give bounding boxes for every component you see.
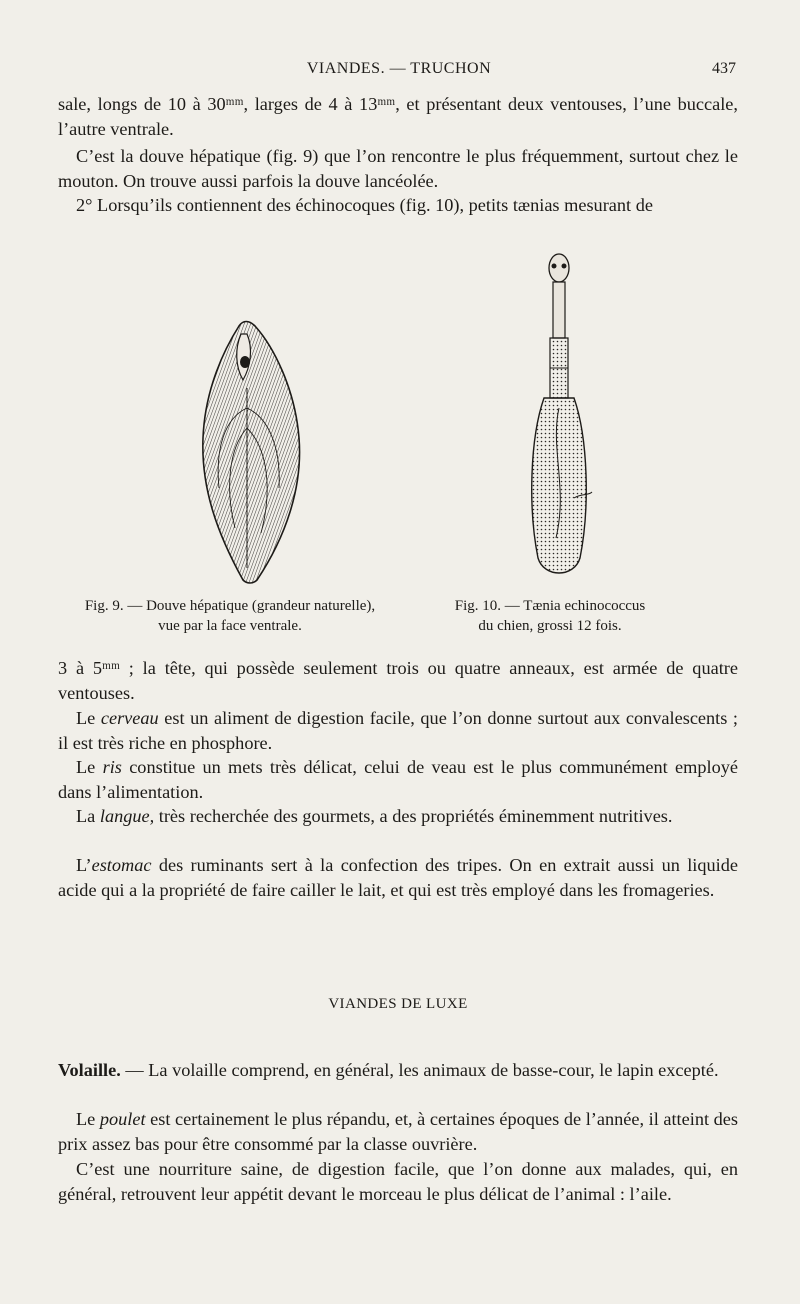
paragraph-5-lead: Le bbox=[76, 708, 96, 728]
paragraph-7-term: langue, bbox=[99, 806, 155, 826]
paragraph-3-text: 2° Lorsqu’ils contiennent des échinocoques (fig. 10), petits tænias mesurant de bbox=[76, 195, 653, 215]
paragraph-5 bbox=[58, 706, 738, 755]
paragraph-9-lead: Volaille. bbox=[58, 1060, 121, 1080]
paragraph-3 bbox=[58, 193, 738, 218]
figure-9-caption bbox=[60, 596, 400, 636]
echinococcus-illustration bbox=[520, 248, 598, 586]
figure-10-caption-line-1: Fig. 10. — Tænia echinococcus bbox=[454, 598, 646, 614]
paragraph-2-text: C’est la douve hépatique (fig. 9) que l’on rencontre le plus fréquemment, surtout chez le mouton. On trouve aussi parfois la douve lancéolée. bbox=[58, 146, 738, 191]
paragraph-9 bbox=[58, 1058, 738, 1083]
paragraph-7 bbox=[58, 804, 738, 829]
running-head: VIANDES. — TRUCHON bbox=[306, 60, 492, 77]
page-number: 437 bbox=[712, 60, 736, 77]
figure-10-caption bbox=[430, 596, 670, 636]
paragraph-8 bbox=[58, 853, 738, 902]
paragraph-6 bbox=[58, 755, 738, 804]
paragraph-10-term: poulet bbox=[99, 1109, 146, 1129]
paragraph-11 bbox=[58, 1157, 738, 1206]
paragraph-10-lead: Le bbox=[76, 1109, 96, 1129]
paragraph-6-term: ris bbox=[102, 757, 122, 777]
figure-10-caption-line-2: du chien, grossi 12 fois. bbox=[478, 618, 622, 634]
paragraph-8-lead: L’ bbox=[76, 855, 92, 875]
paragraph-10-rest: est certainement le plus répandu, et, à certaines époques de l’année, il atteint des prix assez bas pour être consommé par la classe ouvrière. bbox=[58, 1109, 738, 1154]
paragraph-8-term: estomac bbox=[91, 855, 152, 875]
paragraph-8-rest: des ruminants sert à la confection des tripes. On en extrait aussi un liquide acide qui a la propriété de faire cailler le lait, et qui est très employé dans les fromageries. bbox=[58, 855, 738, 900]
figure-9-caption-line-1: Fig. 9. — Douve hépatique (grandeur naturelle), bbox=[84, 598, 376, 614]
liver-fluke-illustration bbox=[195, 318, 307, 586]
paragraph-10 bbox=[58, 1107, 738, 1156]
paragraph-6-lead: Le bbox=[76, 757, 96, 777]
paragraph-7-lead: La bbox=[76, 806, 96, 826]
paragraph-5-term: cerveau bbox=[100, 708, 159, 728]
paragraph-1: sale, longs de 10 à 30ᵐᵐ, larges de 4 à 13ᵐᵐ, et présentant deux ventouses, l’une buccale, l’autre ventrale. bbox=[58, 94, 738, 139]
page-header bbox=[60, 58, 738, 84]
paragraph-2 bbox=[58, 144, 738, 193]
paragraph-5-rest: est un aliment de digestion facile, que l’on donne surtout aux convalescents ; il est très riche en phosphore. bbox=[58, 708, 739, 753]
section-title: VIANDES DE LUXE bbox=[328, 996, 468, 1012]
paragraph-7-rest: très recherchée des gourmets, a des propriétés éminemment nutritives. bbox=[158, 806, 673, 826]
figure-9-caption-line-2: vue par la face ventrale. bbox=[158, 618, 302, 634]
paragraph-6-rest: constitue un mets très délicat, celui de veau est le plus communément employé dans l’alimentation. bbox=[58, 757, 738, 802]
paragraph-11-text: C’est une nourriture saine, de digestion facile, que l’on donne aux malades, qui, en général, retrouvent leur appétit devant le morceau le plus délicat de l’animal : l’aile. bbox=[58, 1159, 738, 1204]
paragraph-9-rest: — La volaille comprend, en général, les animaux de basse-cour, le lapin excepté. bbox=[125, 1060, 719, 1080]
paragraph-4: 3 à 5ᵐᵐ ; la tête, qui possède seulement trois ou quatre anneaux, est armée de quatre ventouses. bbox=[58, 658, 738, 703]
